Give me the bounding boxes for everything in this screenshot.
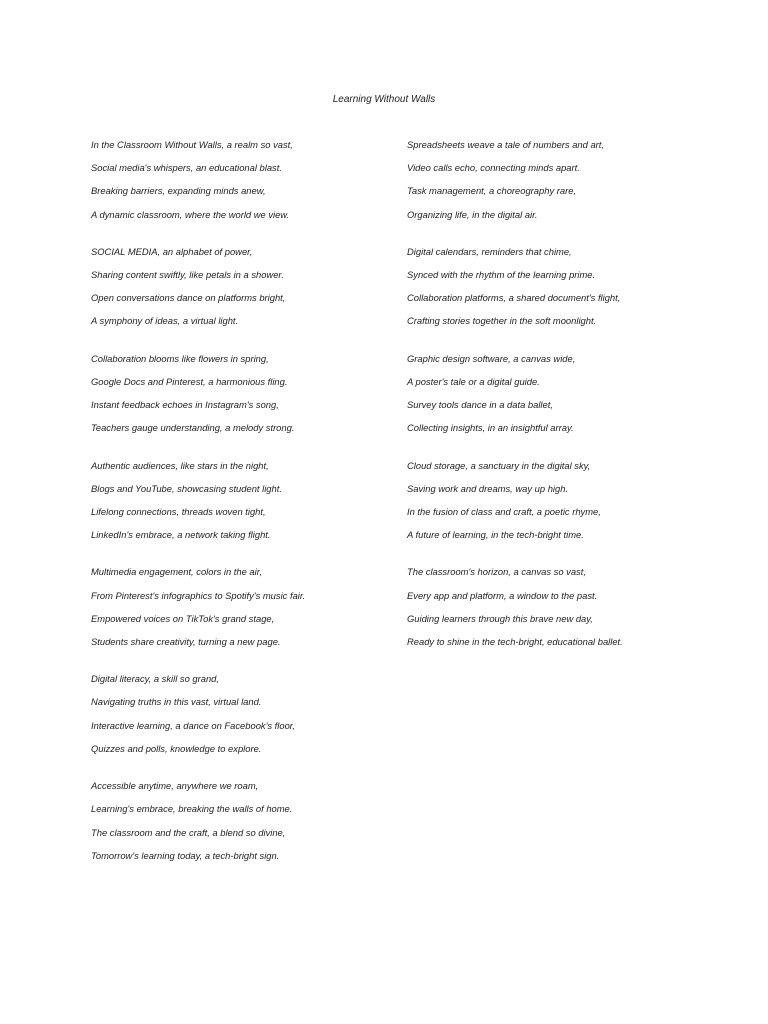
- poem-line: LinkedIn's embrace, a network taking flight.: [91, 529, 271, 541]
- poem-line: Teachers gauge understanding, a melody strong.: [91, 422, 295, 434]
- poem-line: A dynamic classroom, where the world we view.: [91, 208, 290, 220]
- stanza: [91, 779, 391, 862]
- stanza: [407, 565, 707, 648]
- poem-line: Sharing content swiftly, like petals in a shower.: [91, 269, 284, 281]
- stanza: [91, 138, 391, 221]
- poem-line: Empowered voices on TikTok's grand stage,: [91, 612, 275, 624]
- poem-line: The classroom's horizon, a canvas so vast,: [407, 566, 586, 578]
- poem-line: Survey tools dance in a data ballet,: [407, 399, 553, 411]
- poem-line: Blogs and YouTube, showcasing student light.: [91, 482, 282, 494]
- poem-line: In the fusion of class and craft, a poetic rhyme,: [407, 505, 601, 517]
- poem-line: SOCIAL MEDIA, an alphabet of power,: [91, 245, 253, 257]
- stanza: [91, 672, 391, 755]
- stanza: [407, 352, 707, 435]
- poem-line: The classroom and the craft, a blend so divine,: [91, 826, 286, 838]
- poem-line: Navigating truths in this vast, virtual land.: [91, 696, 262, 708]
- poem-line: Digital literacy, a skill so grand,: [91, 673, 219, 685]
- poem-line: Collecting insights, in an insightful array.: [407, 422, 574, 434]
- poem-line: Video calls echo, connecting minds apart.: [407, 162, 580, 174]
- stanza: [407, 138, 707, 221]
- poem-line: Synced with the rhythm of the learning prime.: [407, 269, 596, 281]
- poem-line: Open conversations dance on platforms bright,: [91, 292, 286, 304]
- poem-line: Digital calendars, reminders that chime,: [407, 245, 572, 257]
- poem-line: A poster's tale or a digital guide.: [407, 375, 540, 387]
- stanza: [407, 245, 707, 328]
- poem-line: Authentic audiences, like stars in the night,: [91, 459, 269, 471]
- poem-line: Accessible anytime, anywhere we roam,: [91, 780, 259, 792]
- poem-line: In the Classroom Without Walls, a realm so vast,: [91, 139, 293, 150]
- poem-line: From Pinterest's infographics to Spotify's music fair.: [91, 589, 306, 601]
- poem-line: Breaking barriers, expanding minds anew,: [91, 185, 266, 197]
- poem-line: Organizing life, in the digital air.: [407, 208, 538, 220]
- stanza: [91, 565, 391, 648]
- poem-line: Lifelong connections, threads woven tight,: [91, 505, 266, 517]
- poem-line: Cloud storage, a sanctuary in the digital sky,: [407, 459, 591, 471]
- stanza: [91, 459, 391, 542]
- poem-line: A symphony of ideas, a virtual light.: [91, 315, 239, 327]
- poem-line: Quizzes and polls, knowledge to explore.: [91, 742, 262, 754]
- stanza: [91, 352, 391, 435]
- poem-line: Graphic design software, a canvas wide,: [407, 352, 576, 364]
- poem-line: Students share creativity, turning a new page.: [91, 636, 281, 647]
- poem-line: Guiding learners through this brave new day,: [407, 612, 593, 624]
- poem-line: Collaboration blooms like flowers in spring,: [91, 352, 269, 364]
- poem-line: Learning's embrace, breaking the walls of home.: [91, 803, 293, 815]
- stanza: [91, 245, 391, 328]
- poem-line: Crafting stories together in the soft moonlight.: [407, 315, 597, 327]
- poem-line: Every app and platform, a window to the past.: [407, 589, 598, 601]
- poem-line: Spreadsheets weave a tale of numbers and art,: [407, 139, 604, 150]
- poem-line: Google Docs and Pinterest, a harmonious fling.: [91, 375, 288, 387]
- poem-line: Social media's whispers, an educational blast.: [91, 162, 282, 174]
- page-title: Learning Without Walls: [332, 94, 436, 105]
- poem-column-left: [91, 138, 391, 886]
- poem-line: Multimedia engagement, colors in the air,: [91, 566, 262, 578]
- stanza: [407, 459, 707, 542]
- poem-line: Saving work and dreams, way up high.: [407, 482, 569, 494]
- poem-column-right: [407, 138, 707, 672]
- poem-line: Collaboration platforms, a shared document's flight,: [407, 292, 621, 304]
- poem-line: Interactive learning, a dance on Facebook's floor,: [91, 719, 295, 731]
- poem-line: Ready to shine in the tech-bright, educational ballet.: [407, 636, 623, 647]
- poem-line: A future of learning, in the tech-bright time.: [407, 529, 584, 541]
- poem-line: Instant feedback echoes in Instagram's song,: [91, 399, 279, 411]
- poem-line: Tomorrow's learning today, a tech-bright sign.: [91, 849, 280, 861]
- poem-line: Task management, a choreography rare,: [407, 185, 577, 197]
